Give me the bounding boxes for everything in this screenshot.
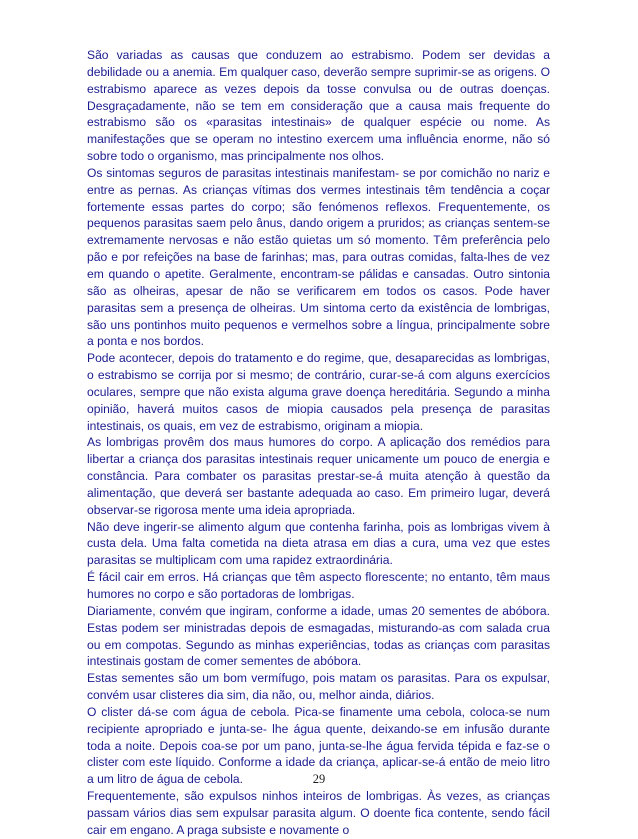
paragraph-pumpkin-seeds: Diariamente, convém que ingiram, conforme a idade, umas 20 sementes de abóbora. Estas podem ser ministradas depois de esmagadas, misturando-as com salada crua ou em compotas. Segundo as minhas experiências, todas as crianças com parasitas intestinais gostam de comer sementes de abóbora. xyxy=(87,603,550,669)
body-text xyxy=(87,47,550,839)
paragraph-onion-enema: O clister dá-se com água de cebola. Pica-se finamente uma cebola, coloca-se num recipiente apropriado e junta-se- lhe água quente, deixando-se em infusão durante toda a noite. Depois coa-se por um pano, junta-se-lhe água fervida tépida e faz-se o clister com este líquido. Conforme a idade da criança, aplicar-se-á então de meio litro a um litro de água de cebola. xyxy=(87,704,550,787)
paragraph-no-flour: Não deve ingerir-se alimento algum que contenha farinha, pois as lombrigas vivem à custa dela. Uma falta cometida na dieta atrasa em dias a cura, uma vez que estes parasitas se multiplicam com uma rapidez extraordinária. xyxy=(87,519,550,568)
paragraph-worms-origin: As lombrigas provêm dos maus humores do corpo. A aplicação dos remédios para libertar a criança dos parasitas intestinais requer unicamente um pouco de energia e constância. Para combater os parasitas prestar-se-á muita atenção à questão da alimentação, que deverá ser bastante adequada ao caso. Em primeiro lugar, deverá observar-se rigorosa mente uma ideia apropriada. xyxy=(87,435,550,517)
paragraph-parasite-symptoms: Os sintomas seguros de parasitas intestinais manifestam- se por comichão no nariz e entre as pernas. As crianças vítimas dos vermes intestinais têm tendência a coçar fortemente essas partes do corpo; são fenómenos reflexos. Frequentemente, os pequenos parasitas saem pelo ânus, dando origem a pruridos; as crianças sentem-se extremamente nervosas e não estão quietas um só momento. Têm preferência pelo pão e por refeições na base de farinhas; mas, para outras comidas, falta-lhes de vez em quando o apetite. Geralmente, encontram-se pálidas e cansadas. Outro sintonia são as olheiras, apesar de não se verificarem em todos os casos. Pode haver parasitas sem a presença de olheiras. Um sintoma certo da existência de lombrigas, são uns pontinhos muito pequenos e vermelhos sobre a língua, principalmente sobre a ponta e nos bordos. xyxy=(87,165,550,349)
page-number: 29 xyxy=(312,772,326,786)
paragraph-strabismus-causes: São variadas as causas que conduzem ao estrabismo. Podem ser devidas a debilidade ou a anemia. Em qualquer caso, deverão sempre suprimir-se as origens. O estrabismo aparece as vezes depois da tosse convulsa ou de outras doenças. Desgraçadamente, não se tem em consideração que a causa mais frequente do estrabismo são os «parasitas intestinais» de qualquer espécie ou nome. As manifestações que se operam no intestino exercem uma influência enorme, não só sobre todo o organismo, mas principalmente nos olhos. xyxy=(87,48,550,164)
paragraph-vermifuge: Estas sementes são um bom vermífugo, pois matam os parasitas. Para os expulsar, convém usar clisteres dia sim, dia não, ou, melhor ainda, diários. xyxy=(87,671,550,703)
paragraph-expulsion: Frequentemente, são expulsos ninhos inteiros de lombrigas. Às vezes, as crianças passam vários dias sem expulsar parasita algum. O doente fica contente, sendo fácil cair em engano. A praga subsiste e novamente o xyxy=(87,789,550,837)
paragraph-easy-errors: É fácil cair em erros. Há crianças que têm aspecto florescente; no entanto, têm maus humores no corpo e são portadoras de lombrigas. xyxy=(87,570,550,601)
paragraph-treatment-outcome: Pode acontecer, depois do tratamento e do regime, que, desaparecidas as lombrigas, o estrabismo se corrija por si mesmo; de contrário, curar-se-á com alguns exercícios oculares, sempre que não exista alguma grave doença hereditária. Segundo a minha opinião, haverá muitos casos de miopia causados pela presença de parasitas intestinais, os quais, em vez de estrabismo, originam a miopia. xyxy=(87,351,550,433)
